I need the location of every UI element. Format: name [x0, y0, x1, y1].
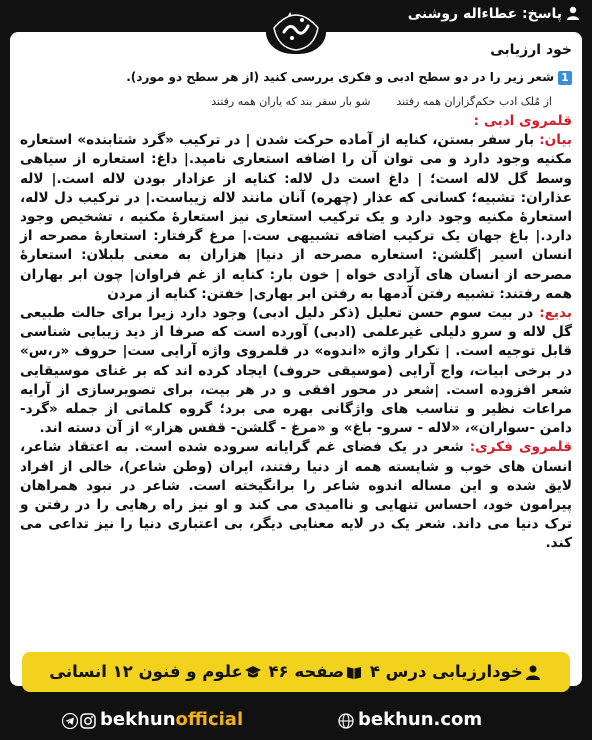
bayan-text: بار سفر بستن، کنایه از آماده حرکت شدن | در ترکیب «گرد شتابنده» استعاره مکنیه وجود دارد و می توان آن را اضافه استعاری نامید.| داغ: استعاره از سیاهی وسط گل لاله است؛ | داغ است دل لاله: کنایه از عزادار بودن لاله است.| لاله عذاران: تشبیه؛ کسانی که عذار (چهره) آنان مانند لاله زیباست.| در ترکیب دل لاله، استعارهٔ مکنیه وجود دارد و یک ترکیب استعاری نیز استعارهٔ مکنیه ، تشخیص وجود دارد.| باغ جهان یک ترکیب اضافه تشبیهی ست.| مرغ گرفتار: استعارهٔ مصرحه از انسان اسیر |گلشن: استعاره مصرحه از دنیا| هزاران به معنی بلبلان: استعارهٔ مصرحه از انسان های آزادی خواه | خون بار: کنایه از غم فراوان| چون ابر بهاران همه رفتند: تشبیه رفتن آدمها به رفتن ابر بهاری| خفتن: کنایه از مردن [20, 132, 572, 302]
content [20, 40, 572, 554]
intellectual-label: قلمروی فکری: [469, 439, 572, 456]
literary-heading: قلمروی ادبی : [473, 113, 572, 129]
course-label: علوم و فنون ۱۲ انسانی [49, 662, 243, 681]
content-card [10, 32, 582, 686]
badi-text: در بیت سوم حسن تعلیل (ذکر دلیل ادبی) وجود دارد زیرا برای حالت طبیعی گل لاله و سرو دلیلی غیرعلمی (ادبی) آورده است که صرفا از دید زیبایی شناسی قابل توجیه است. | تکرار واژه «اندوه» در قلمروی واژه آرایی ست| حروف «ر،س» در برخی ابیات، واج آرایی (موسیقی حروف) ایجاد کرده اند که بر غنای موسیقایی شعر افزوده است. |شعر در محور افقی و در هر بیت، برای تصویرسازی از آرایه مراعات نظیر و تناسب های واژگانی بهره می برد؛ گروه کلماتی از جمله «گرد- دامن -سواران»، «لاله - سرو- باغ» و «مرغ - گلشن- قفس هزار» از آن دسته اند. [20, 305, 572, 437]
telegram-icon[interactable] [62, 713, 78, 729]
instagram-icon[interactable] [80, 713, 96, 729]
page-title: خود ارزیابی [490, 42, 572, 58]
bottom-bar [0, 700, 592, 740]
user-icon [566, 6, 580, 20]
intellectual-paragraph [20, 438, 572, 553]
bayan-label: بیان: [539, 132, 572, 149]
globe-icon [338, 713, 354, 729]
poem [20, 94, 572, 110]
question [20, 68, 572, 86]
logo-icon [268, 8, 324, 52]
question-text: شعر زیر را در دو سطح ادبی و فکری بررسی کنید (از هر سطح دو مورد). [126, 70, 554, 84]
website-link[interactable]: bekhun.com [358, 709, 483, 730]
social-handle[interactable] [100, 709, 243, 730]
poem-hemistich-2: شو بار سفر بند که یاران همه رفتند [211, 95, 371, 108]
lesson-label: خودارزیابی درس ۴ [369, 662, 523, 681]
bekhun-logo [266, 6, 326, 54]
author-name: پاسخ: عطاءاله روشنی [407, 6, 562, 22]
graduation-cap-icon [245, 664, 261, 680]
author-label [408, 6, 580, 22]
handle-main: bekhun [100, 709, 176, 730]
badi-paragraph [20, 304, 572, 438]
lesson-info-bar [22, 652, 570, 692]
badi-label: بدیع: [539, 305, 572, 322]
handle-accent: official [175, 709, 244, 730]
page-label: صفحه ۴۶ [268, 662, 345, 681]
intellectual-text: شعر در یک فضای غم گرایانه سروده شده است. به اعتقاد شاعر، انسان های خوب و شایسته همه از دنیا رفتند، ایران (وطن شاعر)، خالی از افراد لایق شده و این مساله اندوه شاعر را برانگیخته است. شاعر در نبود همراهان پیرامون خود، احساس تنهایی و ناامیدی می کند و او نیز راه رهایی را در رفتن و ترک دنیا می داند. شعر یک در لایه معنایی دیگر، بی اعتباری دنیا را نیز تداعی می کند. [20, 439, 572, 552]
question-number: 1 [558, 71, 572, 85]
student-icon [525, 664, 541, 680]
book-icon [346, 664, 362, 680]
answer-body [20, 112, 572, 554]
bayan-paragraph [20, 131, 572, 304]
poem-hemistich-1: از مُلک ادب حکم‌گزاران همه رفتند [396, 95, 552, 108]
